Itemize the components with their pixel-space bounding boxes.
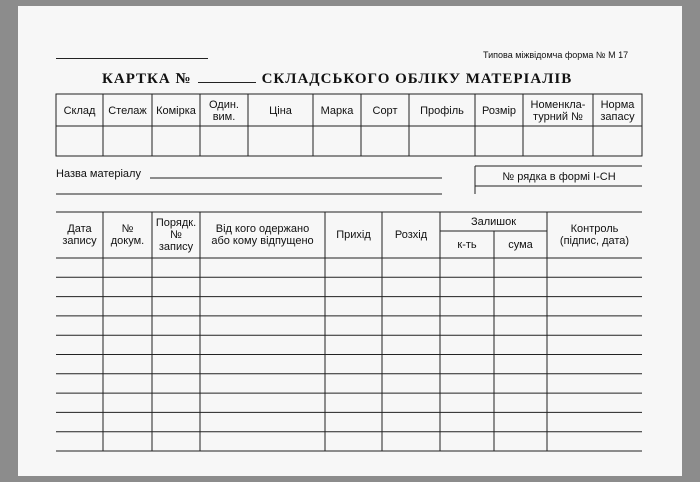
header-col-label [248,95,313,126]
header-col-label [56,95,103,126]
header-col-label-line: Профіль [420,104,464,117]
col-balance-header: Залишок [470,215,517,228]
col-order-header [152,212,200,258]
col-doc-line1: № [121,223,134,235]
header-col-label-line: запасу [600,110,635,123]
header-col-label [409,95,475,126]
header-col-label-line: Норма [600,98,635,111]
header-col-label [103,95,152,126]
col-date-line1: Дата [67,223,92,235]
header-col-label-line: турний № [533,110,583,123]
standard-form-label: Типова міжвідомча форма № М 17 [483,50,629,60]
col-balance-sum-header: сума [508,238,533,251]
header-col-label-line: Ціна [269,104,292,117]
col-doc-line2: докум. [110,235,145,247]
header-col-label-line: Стелаж [108,104,147,117]
title-main: СКЛАДСЬКОГО ОБЛІКУ МАТЕРІАЛІВ [261,71,573,87]
col-from-line1: Від кого одержано [215,223,310,235]
col-date-header [56,212,103,258]
header-col-label [200,95,248,126]
col-control-line2: (підпис, дата) [559,235,630,247]
col-doc-header [103,212,152,258]
header-col-label [152,95,200,126]
col-date-line2: запису [62,235,97,247]
col-from-header [200,212,325,258]
header-col-label [593,95,642,126]
header-col-label-line: Комірка [156,104,196,117]
header-col-label-line: Номенкла- [530,98,586,111]
row-number-label: № рядка в формі І-СН [502,170,616,183]
header-col-label [475,95,523,126]
header-col-label-line: Розмір [481,104,516,117]
col-control-line1: Контроль [570,223,619,235]
col-income-header: Прихід [336,229,371,241]
col-from-line2: або кому відпущено [211,235,314,247]
header-col-label [361,95,409,126]
header-col-label-line: Сорт [372,104,398,117]
col-order-line2: № [170,229,182,241]
header-col-label [313,95,361,126]
col-order-line3: запису [158,241,194,253]
col-balance-qty-header: к-ть [457,238,477,251]
col-order-line1: Порядк. [155,217,197,229]
col-control-header [547,212,642,258]
header-col-label [523,95,593,126]
material-name-label: Назва матеріалу [56,168,141,180]
col-outgo-header: Розхід [394,229,428,241]
header-col-label-line: Один. [208,98,239,111]
header-col-label-line: Склад [63,104,96,117]
header-col-label-line: Марка [320,104,354,117]
header-col-label-line: вим. [212,110,236,123]
title-card-number-label: КАРТКА № [102,71,192,87]
